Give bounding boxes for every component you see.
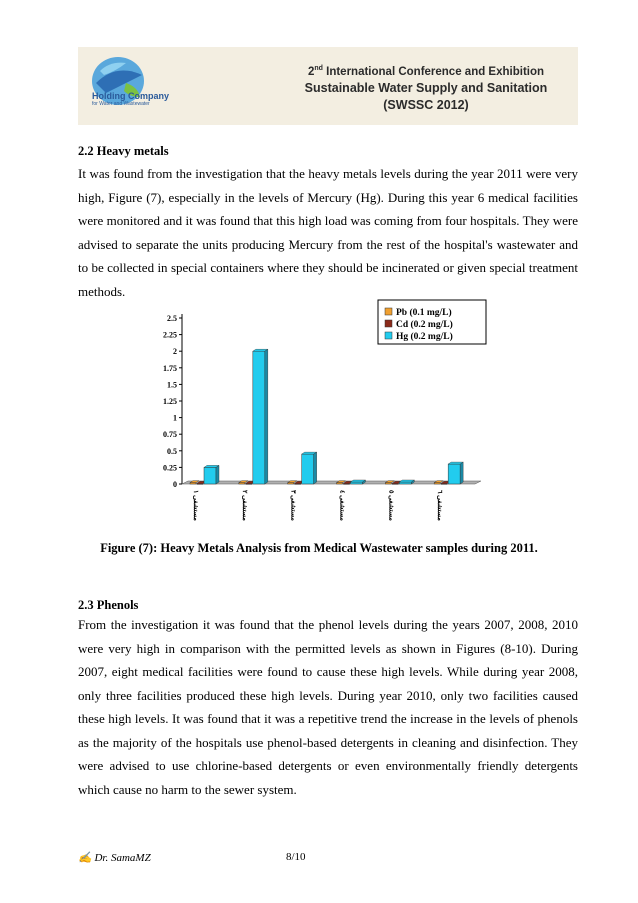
footer-author: ✍ Dr. SamaMZ	[78, 852, 151, 864]
x-tick-label: مستشفى ٦	[436, 490, 444, 521]
bar-side	[314, 452, 317, 484]
paragraph-phenols: From the investigation it was found that the phenol levels during the years 2007, 2008, 2010 were very high in comparison with the permitted levels as shown in Figures (8-10). During 2007, eight medical facilities were found to cause these high levels. While during year 2008, only three facilities produced these high levels. During year 2010, only two facilities caused these high levels. It was found that it was a repetitive trend the increase in the levels of phenols as the majority of the hospitals use phenol-based detergents in cleaning and disinfection. They were advised to use chlorine-based detergents or even environmentally friendly detergents which cause no harm to the sewer system.	[78, 617, 578, 797]
x-tick-label: مستشفى ٤	[338, 490, 346, 521]
paragraph-heavy-metals: It was found from the investigation that the heavy metals levels during the year 2011 were very high, Figure (7), especially in the levels of Mercury (Hg). During this year 6 medical facilities were monitored and it was found that this high load was coming from four hospitals. They were advised to separate the units producing Mercury from the rest of the hospital's wastewater and to be collected in special containers where they should be incinerated or given special treatment methods.	[78, 166, 578, 299]
x-tick-label: مستشفى ٥	[387, 490, 395, 521]
legend-label: Cd (0.2 mg/L)	[396, 320, 453, 330]
y-tick-label: 1.25	[163, 397, 177, 406]
y-tick-label: 2	[173, 347, 177, 357]
x-tick-label: مستشفى ٢	[240, 490, 248, 521]
legend-swatch	[385, 320, 392, 327]
bar	[302, 454, 314, 484]
bar-side	[460, 462, 463, 484]
bar	[204, 467, 216, 484]
y-tick-label: 0	[173, 480, 177, 489]
x-tick-label: مستشفى ٣	[289, 490, 297, 521]
y-tick-label: 1.5	[167, 380, 177, 390]
y-tick-label: 1	[173, 413, 177, 423]
conference-title: 2nd International Conference and Exhibition Sustainable Water Supply and Sanitation (SWSSC 2012)	[304, 65, 548, 112]
pen-icon: ✍	[78, 852, 92, 864]
figure-caption: Figure (7): Heavy Metals Analysis from Medical Wastewater samples during 2011.	[100, 541, 538, 555]
section-heading-heavy-metals: 2.2 Heavy metals	[78, 144, 169, 158]
page-number: 8/10	[286, 851, 306, 863]
y-tick-label: 1.75	[163, 363, 177, 373]
y-tick-label: 2.5	[167, 314, 177, 323]
bar	[399, 482, 411, 484]
legend-swatch	[385, 332, 392, 339]
heavy-metals-bar-chart	[130, 298, 490, 523]
y-tick-label: 0.75	[163, 430, 177, 440]
conference-banner	[78, 47, 578, 125]
y-tick-label: 2.25	[163, 330, 177, 340]
legend-label: Hg (0.2 mg/L)	[396, 332, 453, 342]
bar	[351, 482, 363, 484]
globe-logo-icon	[86, 53, 158, 119]
legend-swatch	[385, 308, 392, 315]
bar-side	[216, 465, 219, 484]
bar-side	[265, 349, 268, 484]
legend-label: Pb (0.1 mg/L)	[396, 308, 452, 318]
section-heading-phenols: 2.3 Phenols	[78, 598, 139, 612]
y-tick-label: 0.25	[163, 463, 177, 473]
logo-text: Holding Company for Water and Wastewater	[92, 91, 169, 107]
bar	[253, 351, 265, 484]
bar	[448, 464, 460, 484]
y-tick-label: 0.5	[167, 446, 177, 456]
x-tick-label: مستشفى ١	[192, 490, 199, 521]
